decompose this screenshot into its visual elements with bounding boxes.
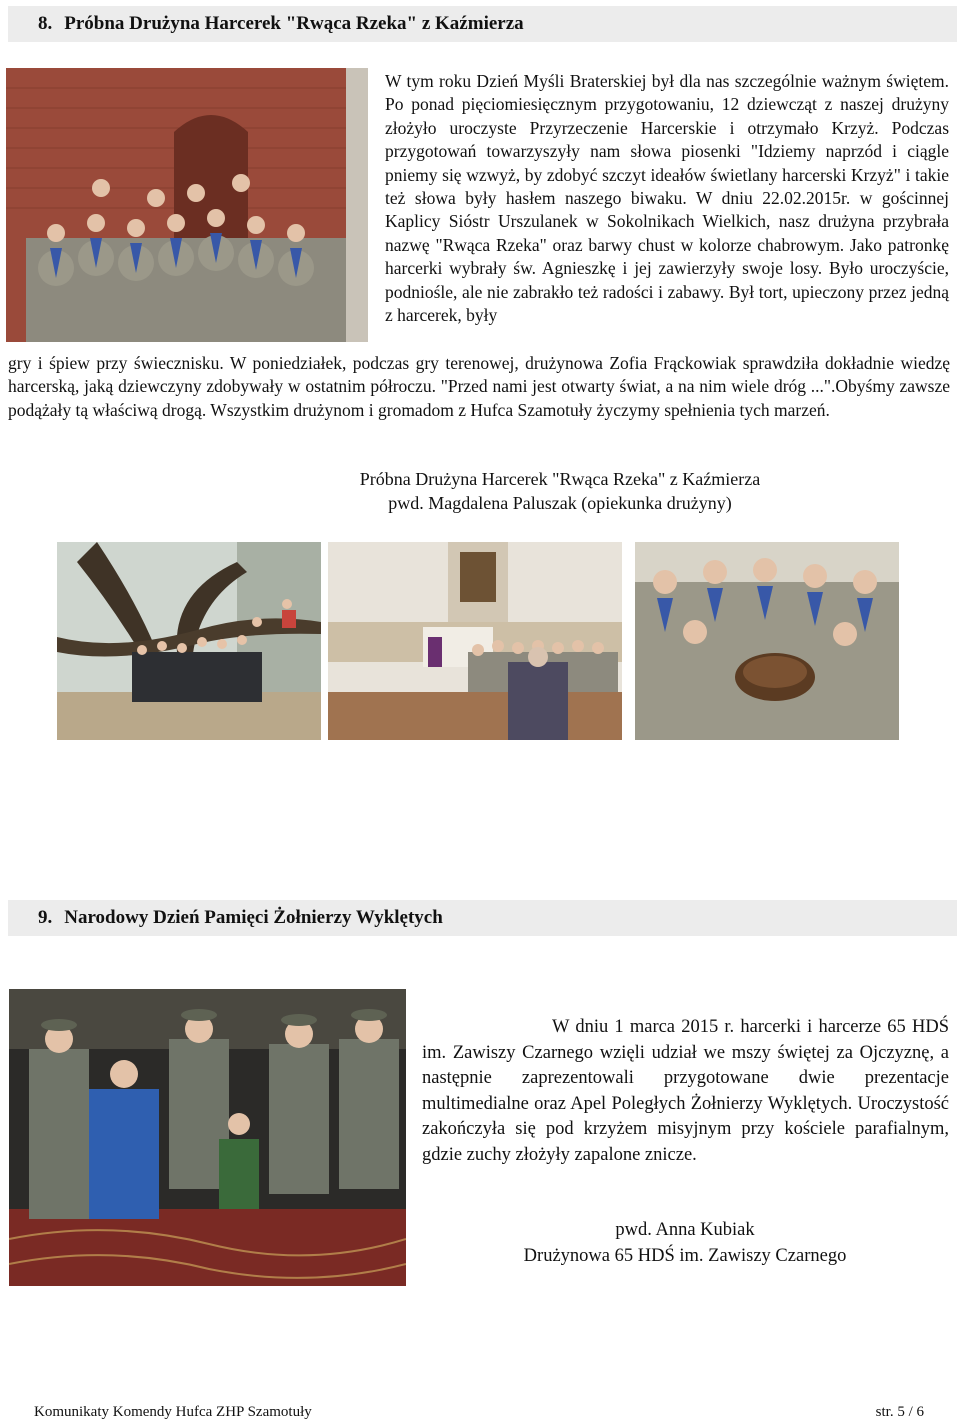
photo-girls-with-cake [635, 542, 899, 740]
section-8-continued-text: gry i śpiew przy świecznisku. W poniedziałek, podczas gry terenowej, drużynowa Zofia Frąckowiak sprawdziła dokładnie wiedzę harcerską, jaką dziewczyny zdobywały w ostatnim półroczu. "Przed nami jest otwarty świat, a na nim wiele dróg ...".Obyśmy zawsze podążały tą właściwą drogą. Wszystkim drużynom i gromadom z Hufca Szamotuły życzymy spełnienia tych marzeń. [8, 353, 950, 420]
section-9-signature-line-2: Drużynowa 65 HDŚ im. Zawiszy Czarnego [523, 1245, 847, 1266]
photo-chapel-ceremony [328, 542, 622, 740]
section-8-signature-line-1: Próbna Drużyna Harcerek "Rwąca Rzeka" z Kaźmierza [359, 469, 761, 489]
section-9-title: Narodowy Dzień Pamięci Żołnierzy Wyklętych [64, 907, 443, 928]
section-8-signature-line-2: pwd. Magdalena Paluszak (opiekunka drużyny) [388, 493, 732, 513]
footer-publication: Komunikaty Komendy Hufca ZHP Szamotuły [34, 1404, 312, 1420]
page-footer [34, 1404, 924, 1421]
section-9-signature [420, 1218, 950, 1269]
section-9-signature-line-1: pwd. Anna Kubiak [615, 1220, 755, 1240]
photo-scouts-remembrance [9, 989, 406, 1286]
section-9-header [8, 900, 957, 936]
section-9-text: W dniu 1 marca 2015 r. harcerki i harcerze 65 HDŚ im. Zawiszy Czarnego wzięli udział we mszy świętej za Ojczyznę, a następnie zaprezentowali przygotowane dwie prezentacje multimedialne oraz Apel Poległych Żołnierzy Wyklętych. Uroczystość zakończyła się pod krzyżem misyjnym przy kościele parafialnym, gdzie zuchy złożyły zapalone znicze. [422, 1017, 949, 1165]
section-8-signature [260, 467, 860, 515]
footer-page-number: str. 5 / 6 [875, 1404, 924, 1420]
section-9-number: 9. [38, 907, 53, 928]
photo-group-brick-wall [6, 68, 368, 342]
section-8-number: 8. [38, 13, 53, 34]
section-8-intro-text: W tym roku Dzień Myśli Braterskiej był dla nas szczególnie ważnym świętem. Po ponad pięciomiesięcznym przygotowaniu, 12 dziewcząt z naszej drużyny złożyło uroczyste Przyrzeczenie Harcerskie i otrzymało Krzyż. Podczas przygotowań towarzyszyły nam słowa piosenki "Idziemy naprzód i ciągle pniemy się wzwyż, by zdobyć szczyt ideałów świetlany harcerski Krzyż" i takie też słowa były hasłem naszego biwaku. W dniu 22.02.2015r. w gościnnej Kaplicy Sióstr Urszulanek w Sokolnikach Wielkich, nasz drużyna przybrała nazwę "Rwąca Rzeka" oraz barwy chust w kolorze chabrowym. Jako patronkę harcerki wybrały św. Agnieszkę i jej zawierzyły swoje losy. Było uroczyście, podniośle, ale nie zabrakło też radości i zabawy. Był tort, upieczony przez jedną z harcerek, były [385, 71, 949, 326]
section-8-header [8, 6, 957, 42]
section-8-title: Próbna Drużyna Harcerek "Rwąca Rzeka" z Kaźmierza [64, 13, 524, 34]
photo-group-tree [57, 542, 321, 740]
